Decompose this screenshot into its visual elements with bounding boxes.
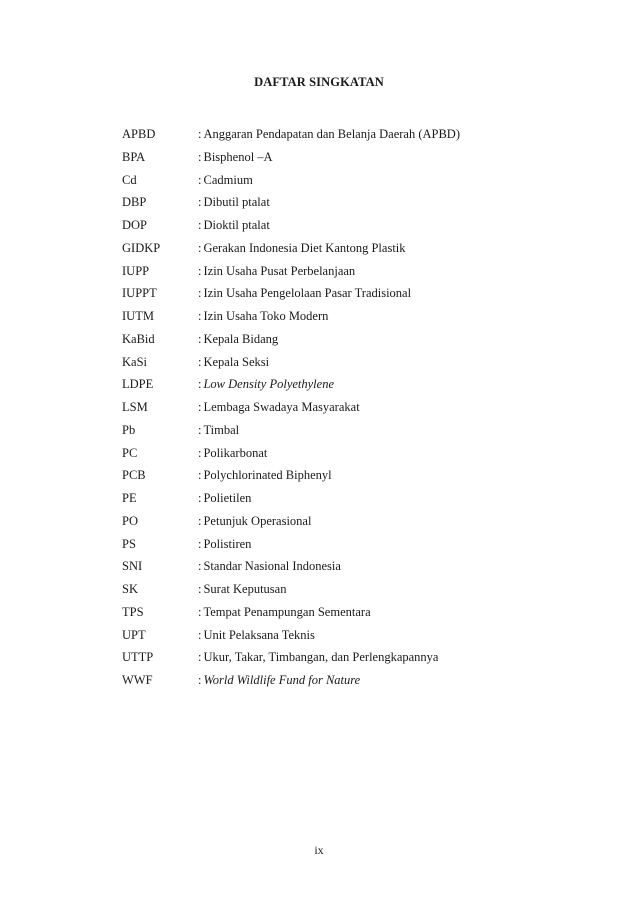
- description-text: Unit Pelaksana Teknis: [203, 627, 315, 642]
- separator-colon: :: [198, 513, 202, 528]
- abbreviation-description: [198, 285, 411, 301]
- separator-colon: :: [198, 331, 202, 346]
- description-text: Anggaran Pendapatan dan Belanja Daerah (APBD): [203, 127, 460, 141]
- abbreviation-row: [122, 649, 542, 672]
- description-text: Surat Keputusan: [203, 582, 287, 596]
- description-text: World Wildlife Fund for Nature: [203, 673, 361, 687]
- abbreviation-row: [122, 581, 542, 604]
- abbreviation-description: [198, 649, 438, 665]
- abbreviation-description: [198, 308, 328, 324]
- description-text: Izin Usaha Toko Modern: [203, 309, 329, 323]
- abbreviation-row: [122, 354, 542, 377]
- abbreviation-term: PE: [122, 491, 137, 505]
- separator-colon: :: [198, 582, 202, 596]
- abbreviation-description: [198, 558, 341, 574]
- abbreviation-row: [122, 149, 542, 172]
- description-text: Standar Nasional Indonesia: [203, 559, 341, 574]
- abbreviation-row: [122, 172, 542, 195]
- abbreviation-row: [122, 126, 542, 149]
- abbreviation-row: [122, 194, 542, 217]
- abbreviation-description: [198, 331, 278, 347]
- abbreviation-description: [198, 627, 315, 643]
- abbreviation-row: [122, 490, 542, 513]
- abbreviation-row: [122, 672, 542, 695]
- abbreviation-term: LSM: [122, 400, 148, 414]
- abbreviation-term: DOP: [122, 218, 148, 232]
- separator-colon: :: [198, 127, 202, 141]
- abbreviation-term: UTTP: [122, 650, 154, 665]
- abbreviation-term: IUPP: [122, 263, 150, 278]
- separator-colon: :: [198, 400, 202, 414]
- abbreviation-description: [198, 240, 406, 256]
- abbreviation-term: PCB: [122, 468, 146, 483]
- separator-colon: :: [198, 149, 202, 164]
- description-text: Bisphenol –A: [203, 149, 273, 164]
- abbreviation-row: [122, 422, 542, 445]
- description-text: Gerakan Indonesia Diet Kantong Plastik: [203, 240, 406, 255]
- abbreviation-row: [122, 536, 542, 559]
- abbreviation-term: PC: [122, 445, 138, 460]
- abbreviation-term: SK: [122, 582, 138, 596]
- abbreviation-description: [198, 376, 334, 392]
- abbreviation-term: KaBid: [122, 331, 155, 346]
- separator-colon: :: [198, 627, 202, 642]
- abbreviation-row: [122, 604, 542, 627]
- abbreviation-term: UPT: [122, 627, 146, 642]
- description-text: Kepala Seksi: [203, 354, 270, 369]
- separator-colon: :: [198, 491, 202, 505]
- abbreviation-row: [122, 240, 542, 263]
- abbreviation-row: [122, 263, 542, 286]
- separator-colon: :: [198, 445, 202, 460]
- abbreviation-description: [198, 172, 253, 188]
- abbreviation-row: [122, 331, 542, 354]
- description-text: Dioktil ptalat: [203, 218, 270, 232]
- abbreviation-term: BPA: [122, 149, 146, 164]
- abbreviation-description: [198, 490, 251, 506]
- abbreviation-term: WWF: [122, 673, 153, 687]
- abbreviation-term: GIDKP: [122, 240, 161, 255]
- description-text: Kepala Bidang: [203, 331, 279, 346]
- abbreviation-description: [198, 194, 270, 210]
- description-text: Low Density Polyethylene: [203, 377, 335, 392]
- abbreviation-row: [122, 513, 542, 536]
- abbreviation-description: [198, 149, 273, 165]
- separator-colon: :: [198, 536, 202, 551]
- description-text: Izin Usaha Pengelolaan Pasar Tradisional: [203, 286, 412, 301]
- abbreviation-row: [122, 627, 542, 650]
- abbreviation-row: [122, 285, 542, 308]
- separator-colon: :: [198, 309, 202, 323]
- separator-colon: :: [198, 354, 202, 369]
- abbreviation-description: [198, 467, 332, 483]
- separator-colon: :: [198, 559, 202, 574]
- abbreviation-term: LDPE: [122, 377, 154, 392]
- description-text: Polietilen: [203, 491, 252, 505]
- abbreviation-row: [122, 217, 542, 240]
- abbreviation-row: [122, 308, 542, 331]
- description-text: Petunjuk Operasional: [203, 513, 312, 528]
- separator-colon: :: [198, 195, 202, 210]
- abbreviation-term: APBD: [122, 127, 156, 141]
- abbreviation-list: [122, 126, 542, 695]
- separator-colon: :: [198, 286, 202, 301]
- separator-colon: :: [198, 263, 202, 278]
- abbreviation-description: [198, 354, 269, 370]
- abbreviation-term: TPS: [122, 604, 144, 619]
- abbreviation-description: [198, 217, 270, 233]
- description-text: Tempat Penampungan Sementara: [203, 604, 371, 619]
- abbreviation-row: [122, 467, 542, 490]
- abbreviation-term: PO: [122, 513, 138, 528]
- separator-colon: :: [198, 604, 202, 619]
- separator-colon: :: [198, 172, 202, 187]
- page-number: ix: [314, 843, 324, 857]
- separator-colon: :: [198, 422, 202, 437]
- abbreviation-term: IUPPT: [122, 286, 157, 301]
- abbreviation-row: [122, 399, 542, 422]
- separator-colon: :: [198, 650, 202, 665]
- abbreviation-description: [198, 581, 286, 597]
- abbreviation-description: [198, 422, 239, 438]
- abbreviation-description: [198, 399, 360, 415]
- description-text: Izin Usaha Pusat Perbelanjaan: [203, 263, 356, 278]
- description-text: Ukur, Takar, Timbangan, dan Perlengkapannya: [203, 650, 439, 665]
- description-text: Polikarbonat: [203, 445, 268, 460]
- abbreviation-description: [198, 445, 267, 461]
- abbreviation-term: Cd: [122, 172, 137, 187]
- separator-colon: :: [198, 468, 202, 483]
- description-text: Timbal: [203, 422, 240, 437]
- abbreviation-row: [122, 445, 542, 468]
- separator-colon: :: [198, 240, 202, 255]
- abbreviation-row: [122, 558, 542, 581]
- abbreviation-term: SNI: [122, 559, 143, 574]
- separator-colon: :: [198, 218, 202, 232]
- abbreviation-term: KaSi: [122, 354, 147, 369]
- abbreviation-term: PS: [122, 536, 136, 551]
- abbreviation-description: [198, 126, 460, 142]
- description-text: Lembaga Swadaya Masyarakat: [203, 400, 360, 414]
- separator-colon: :: [198, 673, 202, 687]
- abbreviation-term: IUTM: [122, 309, 154, 323]
- separator-colon: :: [198, 377, 202, 392]
- description-text: Cadmium: [203, 172, 253, 187]
- abbreviation-description: [198, 604, 371, 620]
- description-text: Polistiren: [203, 536, 252, 551]
- abbreviation-description: [198, 263, 355, 279]
- page-title: DAFTAR SINGKATAN: [254, 75, 384, 89]
- abbreviation-description: [198, 536, 251, 552]
- abbreviation-description: [198, 513, 311, 529]
- abbreviation-term: Pb: [122, 422, 136, 437]
- description-text: Dibutil ptalat: [203, 195, 270, 210]
- abbreviation-term: DBP: [122, 195, 147, 210]
- abbreviation-row: [122, 376, 542, 399]
- description-text: Polychlorinated Biphenyl: [203, 468, 332, 483]
- abbreviation-description: [198, 672, 360, 688]
